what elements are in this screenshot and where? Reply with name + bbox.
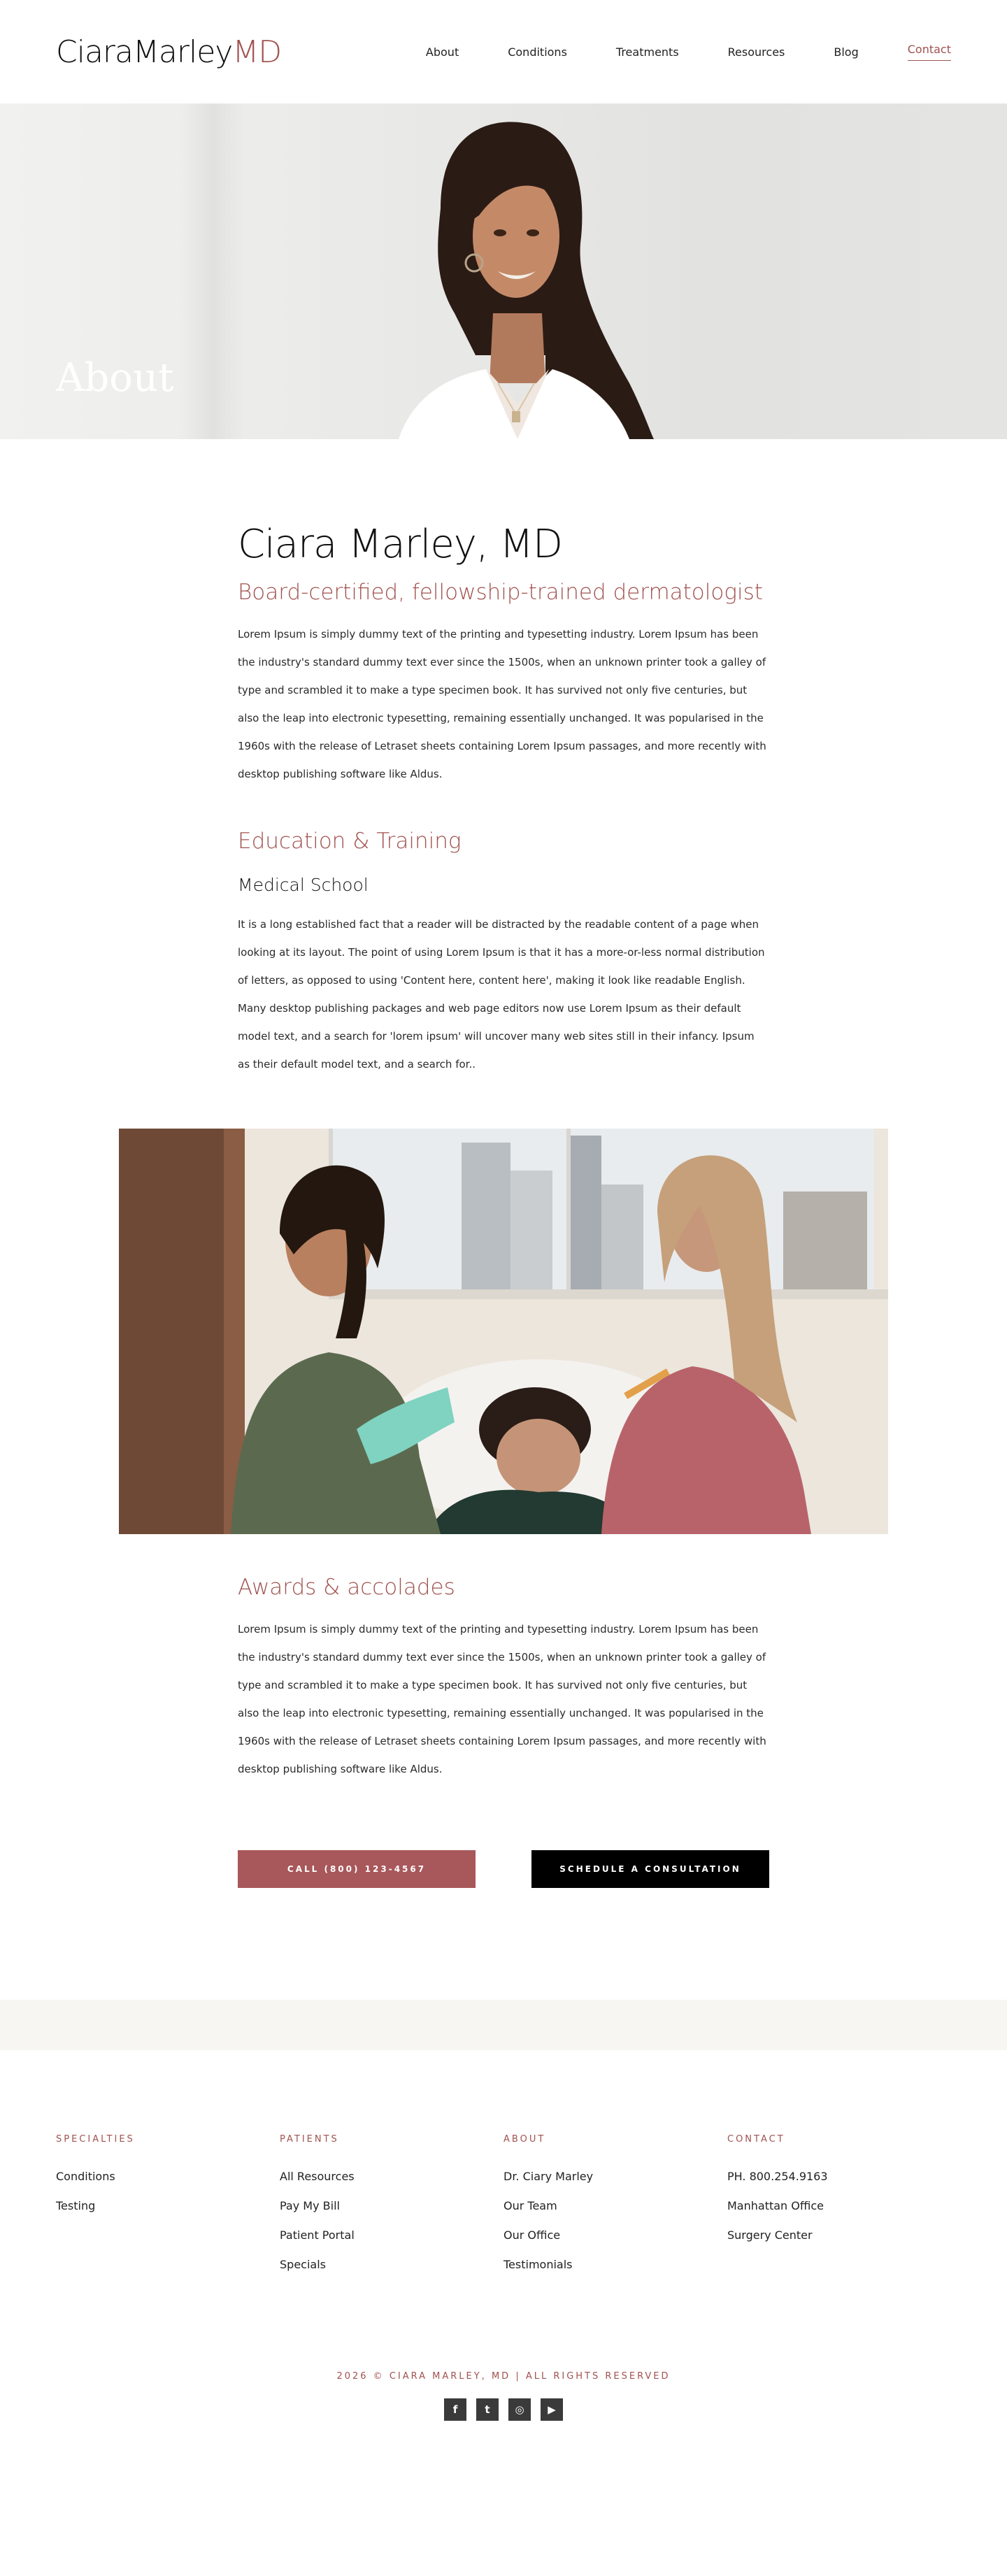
- youtube-icon[interactable]: ▶: [541, 2398, 563, 2421]
- footer-link-manhattan-office[interactable]: Manhattan Office: [727, 2199, 824, 2212]
- footer-link-testimonials[interactable]: Testimonials: [503, 2258, 573, 2271]
- awards-section: [238, 1575, 769, 1888]
- footer-link-testing[interactable]: Testing: [56, 2199, 96, 2212]
- footer-link-our-team[interactable]: Our Team: [503, 2199, 557, 2212]
- nav-blog[interactable]: Blog: [834, 45, 859, 59]
- footer-columns: [0, 2050, 1007, 2287]
- footer-specialties: [56, 2134, 280, 2287]
- footer-patients: [280, 2134, 503, 2287]
- footer-patients-title: PATIENTS: [280, 2134, 339, 2145]
- footer-divider-band: [0, 2000, 1007, 2050]
- call-button[interactable]: CALL (800) 123-4567: [238, 1850, 476, 1888]
- footer-link-phone[interactable]: PH. 800.254.9163: [727, 2170, 828, 2183]
- logo-name: CiaraMarley: [56, 34, 233, 70]
- nav-conditions[interactable]: Conditions: [508, 45, 567, 59]
- awards-title: Awards & accolades: [238, 1575, 455, 1600]
- hero-title: About: [56, 355, 174, 401]
- nav-treatments[interactable]: Treatments: [615, 45, 679, 59]
- medical-school-heading: Medical School: [238, 875, 369, 895]
- footer-link-pay-my-bill[interactable]: Pay My Bill: [280, 2199, 340, 2212]
- footer-link-all-resources[interactable]: All Resources: [280, 2170, 355, 2183]
- footer-link-patient-portal[interactable]: Patient Portal: [280, 2228, 355, 2242]
- hero-banner: [0, 103, 1007, 439]
- site-footer: [0, 2050, 1007, 2519]
- logo-md: MD: [232, 34, 282, 70]
- doctor-name: Ciara Marley, MD: [238, 522, 562, 567]
- twitter-icon[interactable]: t: [476, 2398, 499, 2421]
- main-nav: [426, 43, 951, 61]
- main-content: [238, 439, 769, 1078]
- schedule-consultation-button[interactable]: SCHEDULE A CONSULTATION: [531, 1850, 769, 1888]
- doctor-subtitle: Board-certified, fellowship-trained dermatologist: [238, 580, 763, 605]
- footer-contact-title: CONTACT: [727, 2134, 785, 2145]
- hero-wall-shadow: [182, 103, 245, 439]
- footer-specialties-title: SPECIALTIES: [56, 2134, 135, 2145]
- site-header: [0, 0, 1007, 103]
- footer-link-surgery-center[interactable]: Surgery Center: [727, 2228, 813, 2242]
- social-links: [0, 2398, 1007, 2519]
- instagram-icon[interactable]: ◎: [508, 2398, 531, 2421]
- footer-contact: [727, 2134, 951, 2287]
- treatment-photo-image: [119, 1129, 888, 1534]
- intro-paragraph: Lorem Ipsum is simply dummy text of the printing and typesetting industry. Lorem Ipsum has been the industry's standard dummy text ever since the 1500s, when an unknown printer took a galley of type and scrambled it to make a type specimen book. It has survived not only five centuries, but also the leap into electronic typesetting, remaining essentially unchanged. It was popularised in the 1960s with the release of Letraset sheets containing Lorem Ipsum passages, and more recently with desktop publishing software like Aldus.: [238, 628, 766, 780]
- footer-about: [503, 2134, 727, 2287]
- cta-row: [238, 1850, 769, 1888]
- footer-link-our-office[interactable]: Our Office: [503, 2228, 561, 2242]
- doctor-portrait-image: [336, 103, 671, 439]
- copyright-text: 2026 © CIARA MARLEY, MD | ALL RIGHTS RESERVED: [336, 2371, 671, 2382]
- site-logo[interactable]: [56, 34, 281, 70]
- footer-link-doctor[interactable]: Dr. Ciary Marley: [503, 2170, 594, 2183]
- education-title: Education & Training: [238, 829, 462, 854]
- footer-about-title: ABOUT: [503, 2134, 546, 2145]
- education-paragraph: It is a long established fact that a reader will be distracted by the readable content of a page when looking at its layout. The point of using Lorem Ipsum is that it has a more-or-less normal distribution of letters, as opposed to using 'Content here, content here', making it look like readable English. Many desktop publishing packages and web page editors now use Lorem Ipsum as their default model text, and a search for 'lorem ipsum' will uncover many web sites still in their infancy. Ipsum as their default model text, and a search for..: [238, 918, 765, 1071]
- awards-paragraph: Lorem Ipsum is simply dummy text of the printing and typesetting industry. Lorem Ipsum has been the industry's standard dummy text ever since the 1500s, when an unknown printer took a galley of type and scrambled it to make a type specimen book. It has survived not only five centuries, but also the leap into electronic typesetting, remaining essentially unchanged. It was popularised in the 1960s with the release of Letraset sheets containing Lorem Ipsum passages, and more recently with desktop publishing software like Aldus.: [238, 1623, 766, 1775]
- nav-resources[interactable]: Resources: [727, 45, 785, 59]
- footer-link-conditions[interactable]: Conditions: [56, 2170, 115, 2183]
- nav-about[interactable]: About: [425, 45, 459, 59]
- nav-contact[interactable]: Contact: [908, 43, 951, 61]
- footer-link-specials[interactable]: Specials: [280, 2258, 326, 2271]
- facebook-icon[interactable]: f: [444, 2398, 466, 2421]
